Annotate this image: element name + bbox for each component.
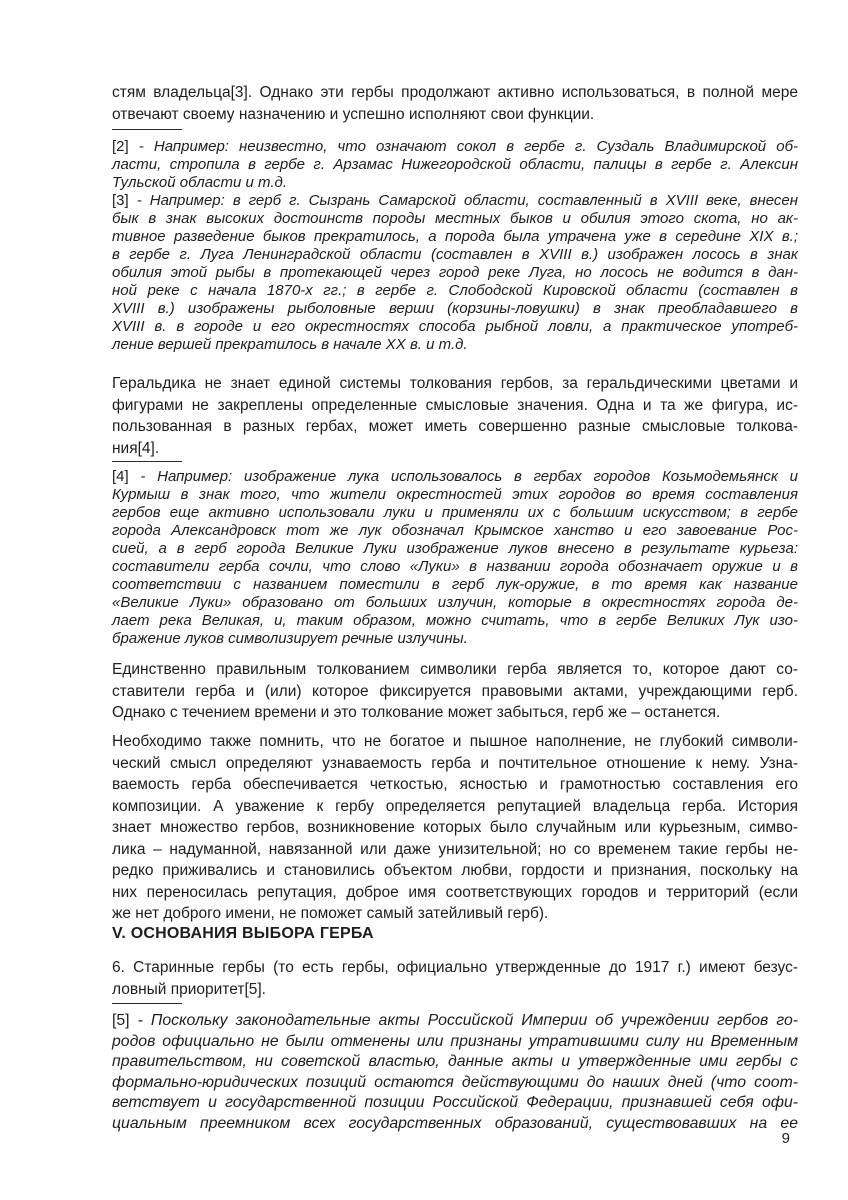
page-number: 9 [781, 1130, 790, 1147]
section-heading: V. ОСНОВАНИЯ ВЫБОРА ГЕРБА [112, 925, 374, 942]
text-line: XVIII в. в городе и его окрестностях способа рыбной ловли, а практическое употреб- [112, 318, 798, 335]
footnote-marker: [2] [112, 138, 129, 155]
text-line: тивное разведение быков прекратилось, а порода была утрачена уже в середине XIX в.; [112, 228, 798, 245]
text-line: редко приживались и становились объектом любви, гордости и признания, поскольку на [112, 862, 798, 879]
footnote-block [112, 468, 798, 648]
text-line: ставители герба и (или) которое фиксируется правовыми актами, учреждающими герб. [112, 682, 798, 700]
text-line: сией, а в герб города Великие Луки изображение луков внесено в результате курьеза: [112, 540, 798, 557]
text-line: бражение луков символизирует речные излучины. [112, 630, 468, 647]
text-line: лает река Великая, и, таким образом, можно считать, что в гербе Великих Лук изо- [112, 612, 798, 629]
text-line: ния[4]. [112, 439, 160, 457]
text-line: [2] - Например: неизвестно, что означают сокол в гербе г. Суздаль Владимирской об- [112, 138, 798, 155]
text-line: составители герба сочли, что слово «Луки» в названии города обозначает оружие и в [112, 558, 798, 575]
text-line: лика – надуманной, навязанной или даже унизительной; но со временем такие гербы не- [112, 840, 798, 858]
text-line: родов официально не были отменены или признаны утратившими силу ни Временным [112, 1032, 798, 1050]
text-line: Необходимо также помнить, что не богатое и пышное наполнение, не глубокий символи- [112, 733, 798, 750]
text-line: правительством, ни советской властью, данные акты и утвержденные ими гербы с [112, 1053, 798, 1070]
text-line: в гербе г. Луга Ленинградской области (составлен в XVIII в.) изображен лосось в знак [112, 246, 798, 263]
text-line: обилия этой рыбы в протекающей через город реке Луга, но лосось не водится в дан- [112, 264, 798, 281]
text-line: стям владельца[3]. Однако эти гербы продолжают активно использоваться, в полной мере [112, 84, 798, 101]
text-line: же нет доброго имени, не поможет самый затейливый герб). [112, 905, 549, 922]
text-line: ласти, стропила в гербе г. Арзамас Нижегородской области, палицы в гербе г. Алексин [112, 156, 798, 173]
text-line: [5] - Поскольку законодательные акты Российской Империи об учреждении гербов го- [112, 1012, 798, 1029]
text-line: Однако с течением времени и это толкование может забыться, герб же – останется. [112, 704, 721, 721]
text-line: города Александровск тот же лук обозначал Крымское ханство и его завоевание Рос- [112, 522, 798, 539]
text-line: ловный приоритет[5]. [112, 980, 266, 998]
text-line: ческий смысл определяют узнаваемость герба и почтительное отношение к нему. Узна- [112, 754, 798, 772]
text-line: ветствует и государственной позиции Российской Федерации, признавшей себя офи- [112, 1094, 798, 1111]
text-line: [4] - Например: изображение лука использовалось в гербах городов Козьмодемьянск и [112, 468, 798, 485]
text-line: знает множество гербов, возникновение которых было случайным или курьезным, симво- [112, 819, 798, 836]
footnote-separator [112, 1003, 182, 1004]
text-line: них переносилась репутация, доброе имя соответствующих городов и территорий (если [112, 883, 798, 901]
text-line: XVIII в.) изображены рыболовные верши (корзины-ловушки) в знак преобладавшего в [112, 300, 798, 317]
paragraph [112, 659, 798, 724]
footnote-marker: [4] [112, 468, 129, 485]
text-line: гербов еще активно использовали луки и применяли их с большим искусством; в гербе [112, 504, 798, 521]
text-line: бык в знак высоких достоинств породы местных быков и обилия этого скота, но ак- [112, 210, 798, 227]
text-line: «Великие Луки» образовано от больших излучин, которые в окрестностях города де- [112, 594, 798, 611]
footnote-separator [112, 461, 182, 462]
text-line: соответствии с названием поместили в герб лук-оружие, в то время как название [112, 576, 798, 593]
footnote-marker: [5] [112, 1012, 130, 1029]
footnote-block [112, 138, 798, 192]
text-line: ваемость герба обеспечивается четкостью, ясностью и грамотностью составления его [112, 776, 798, 793]
paragraph [112, 373, 798, 459]
paragraph [112, 82, 798, 125]
text-line: формально-юридических позиций остаются действующими до наших дней (что соот- [112, 1073, 798, 1091]
text-line: 6. Старинные гербы (то есть гербы, официально утвержденные до 1917 г.) имеют безус- [112, 959, 798, 976]
text-line: циальным преемником всех государственных образований, существовавших на ее [112, 1114, 798, 1132]
footnote-block [112, 192, 798, 354]
footnote-marker: [3] [112, 192, 129, 209]
text-line: Единственно правильным толкованием символики герба является то, которое дают со- [112, 661, 798, 678]
text-line: ление вершей прекратилось в начале XX в. и т.д. [112, 336, 468, 353]
paragraph [112, 731, 798, 925]
text-line: Курмыш в знак того, что жители окрестностей этих городов во время составления [112, 486, 798, 503]
text-line: композиции. А уважение к гербу определяется репутацией владельца герба. История [112, 797, 798, 815]
text-column [112, 0, 798, 1200]
paragraph [112, 957, 798, 1000]
text-line: фигурами не закреплены определенные смысловые значения. Одна и та же фигура, ис- [112, 396, 798, 414]
text-line: [3] - Например: в герб г. Сызрань Самарской области, составленный в XVIII веке, внесен [112, 192, 798, 209]
footnote-separator [112, 129, 182, 130]
footnote-block [112, 1011, 798, 1134]
text-line: пользованная в разных гербах, может иметь совершенно разные смысловые толкова- [112, 418, 798, 435]
text-line: отвечают своему назначению и успешно исполняют свои функции. [112, 105, 595, 123]
text-line: Тульской области и т.д. [112, 174, 287, 191]
text-line: ной реке с начала 1870-х гг.; в гербе г. Слободской Кировской области (составлен в [112, 282, 798, 299]
text-line: Геральдика не знает единой системы толкования гербов, за геральдическими цветами и [112, 375, 798, 392]
